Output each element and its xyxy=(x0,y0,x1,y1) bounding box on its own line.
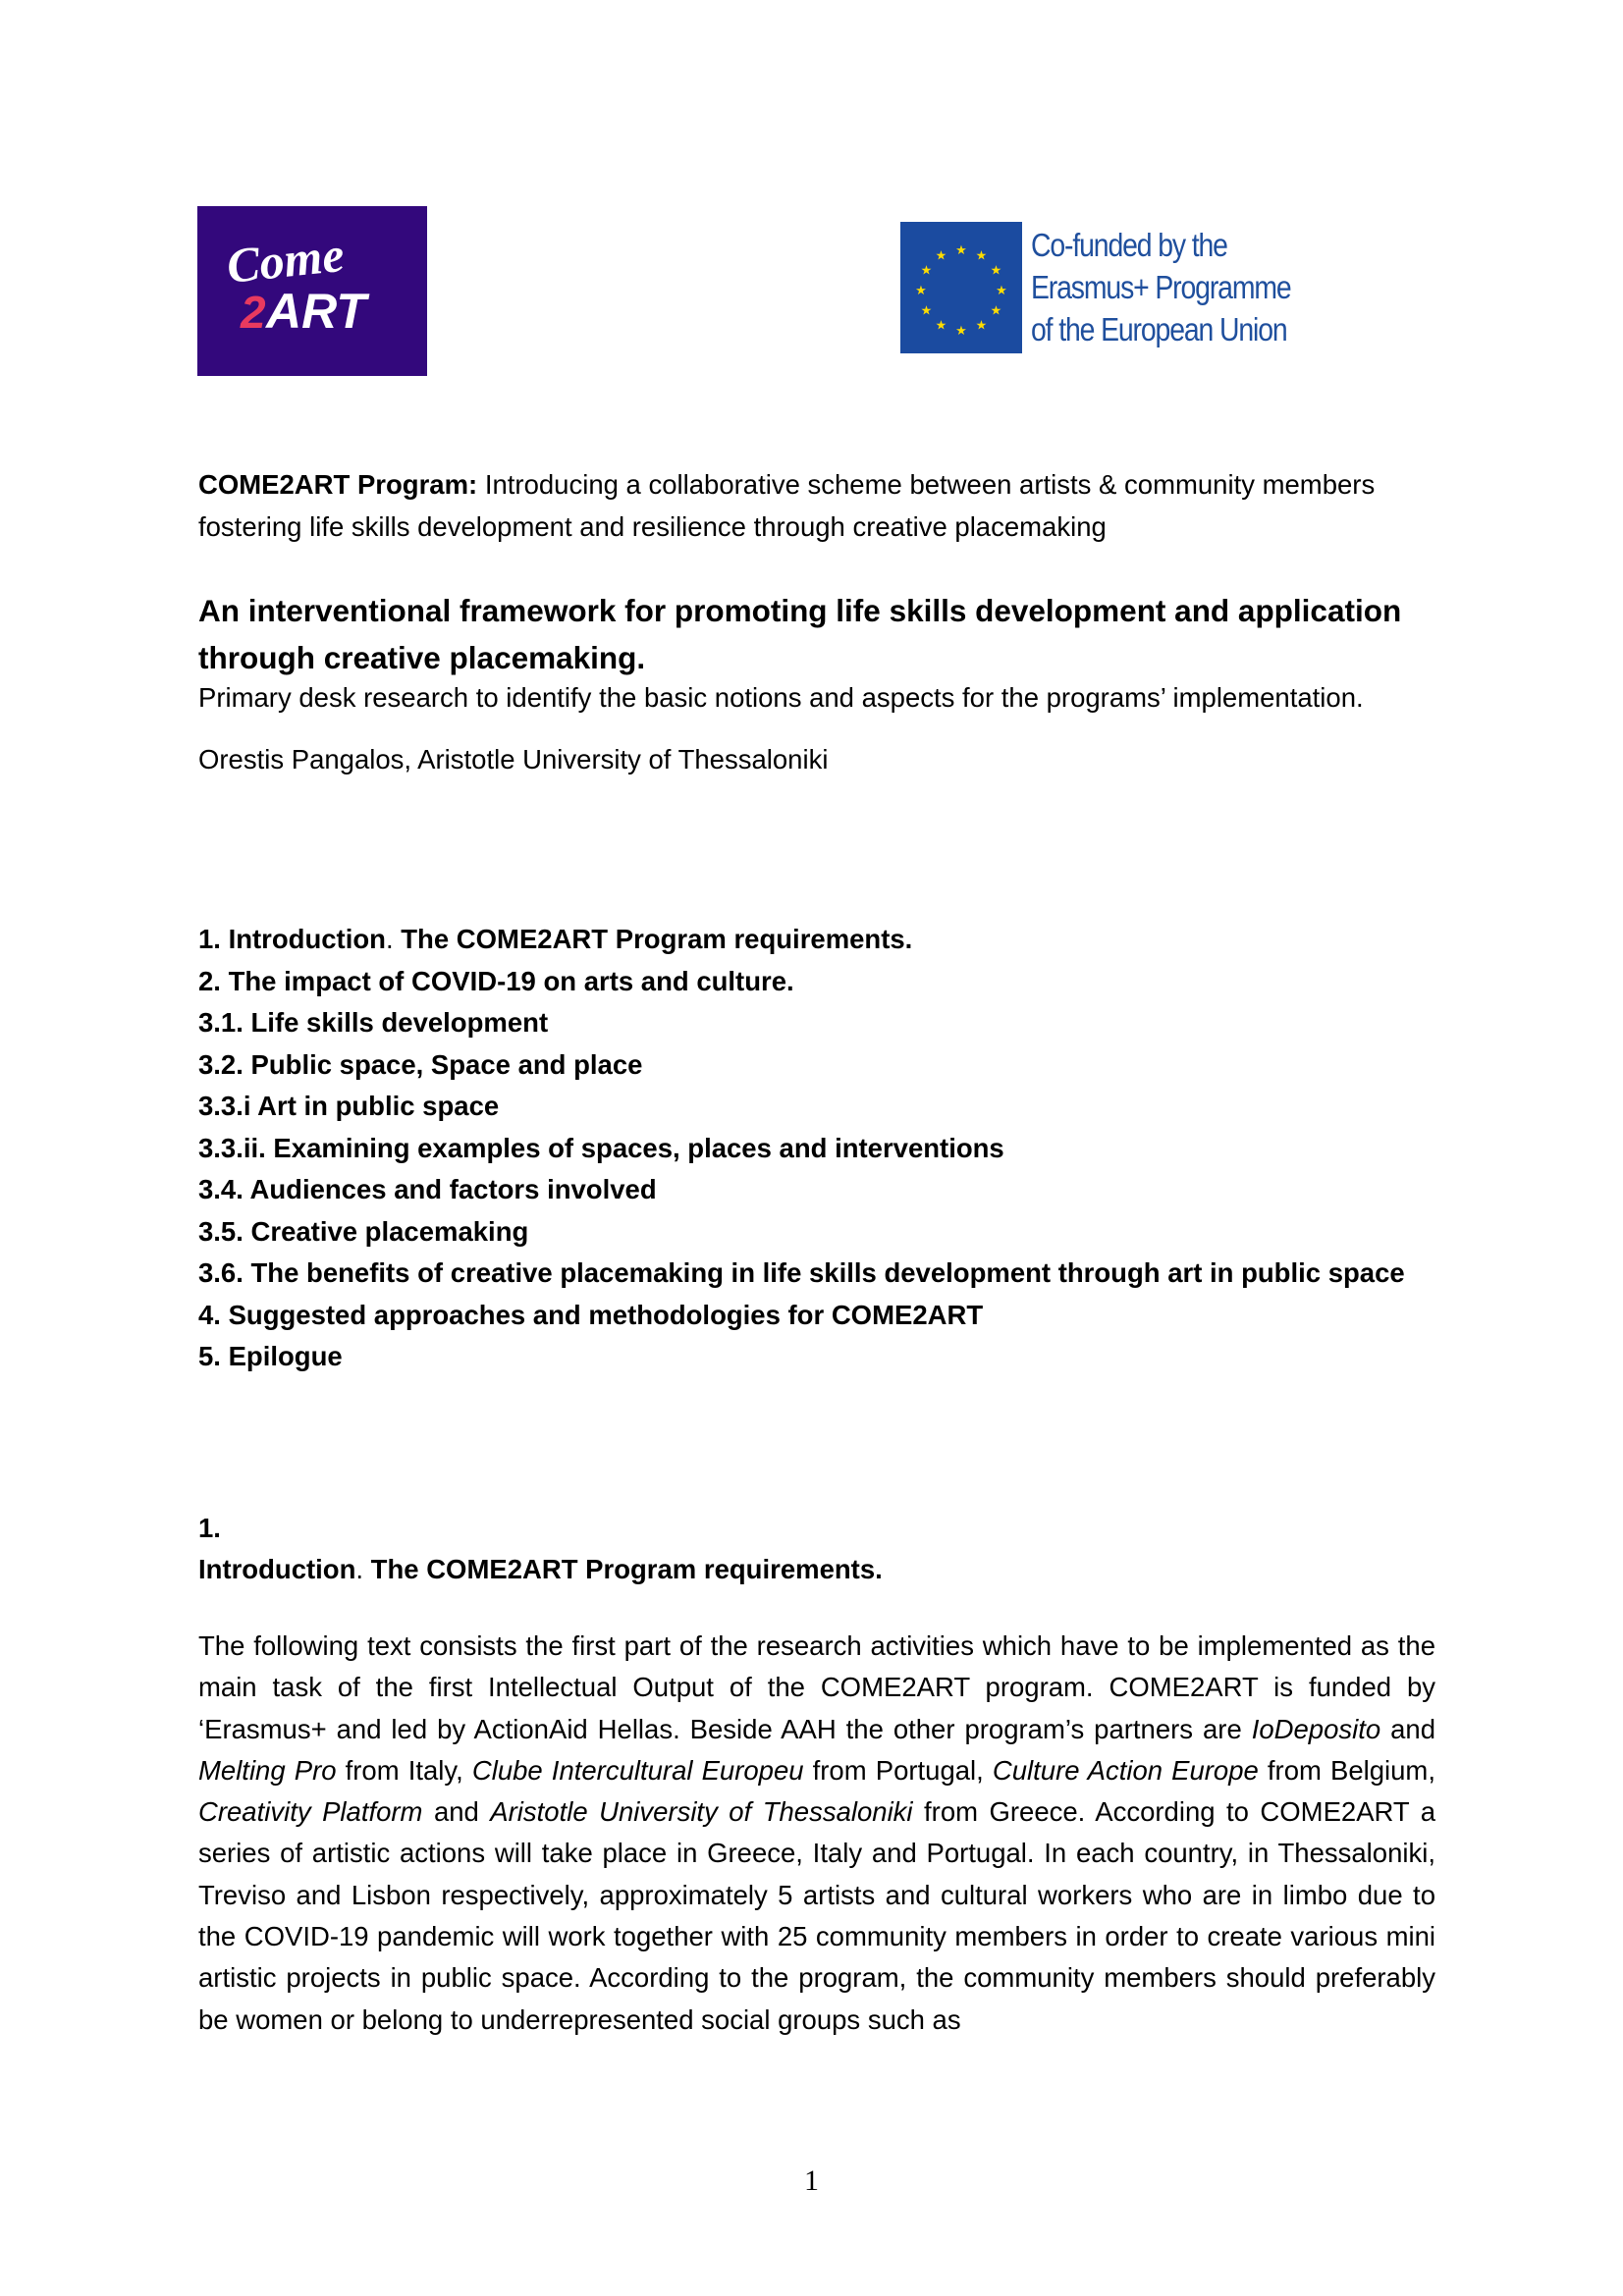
toc-item xyxy=(198,961,1435,1003)
svg-text:★: ★ xyxy=(920,303,933,319)
come2art-logo-graphic xyxy=(197,206,427,376)
program-intro-text: Introducing a collaborative scheme between artists & community members fostering life skills development and resilience through creative placemaking xyxy=(198,469,1376,542)
partner-name: Culture Action Europe xyxy=(992,1754,1259,1786)
paragraph-text: from Portugal, xyxy=(803,1754,993,1786)
come2art-logo-line1: Come xyxy=(224,226,347,294)
paragraph-text: and xyxy=(1380,1713,1435,1744)
partner-name: Creativity Platform xyxy=(198,1796,423,1828)
document-subtitle: Primary desk research to identify the basic notions and aspects for the programs’ implementation. xyxy=(198,682,1364,713)
toc-item xyxy=(198,1044,1435,1087)
toc-item-text: 1. Introduction xyxy=(198,924,386,954)
section-1-title xyxy=(198,1549,883,1591)
toc-item-text: 3.5. Creative placemaking xyxy=(198,1215,529,1247)
document-author: Orestis Pangalos, Aristotle University of Thessaloniki xyxy=(198,744,829,774)
toc-item-text: 3.2. Public space, Space and place xyxy=(198,1048,643,1080)
svg-text:★: ★ xyxy=(955,324,967,339)
toc-item xyxy=(198,1211,1435,1254)
partner-name: Melting Pro xyxy=(198,1754,337,1786)
toc-item-text-rest: The COME2ART Program requirements. xyxy=(401,924,913,954)
toc-item xyxy=(198,1128,1435,1170)
toc-item-text: 3.3.ii. Examining examples of spaces, places and interventions xyxy=(198,1132,1004,1163)
paragraph-text: and xyxy=(422,1796,491,1828)
svg-text:★: ★ xyxy=(935,318,947,334)
toc-item-text: 3.3.i Art in public space xyxy=(198,1091,500,1121)
program-intro-label: COME2ART Program: xyxy=(198,469,478,500)
paragraph-text: The following text consists the first part of the research activities which have to be implemented as the main task of the first Intellectual Output of the COME2ART program. COME2ART is funded by ‘Erasmus+ and led by ActionAid Hellas. Beside AAH the other program’s partners are xyxy=(198,1630,1435,1744)
page-number: 1 xyxy=(804,2164,819,2197)
toc-item xyxy=(198,1169,1435,1211)
toc-item-text: 3.4. Audiences and factors involved xyxy=(198,1174,657,1204)
toc-item xyxy=(198,1086,1435,1128)
partner-name: Aristotle University of Thessaloniki xyxy=(490,1796,913,1828)
toc-item-text: 3.6. The benefits of creative placemaking in life skills development through art in public space xyxy=(198,1257,1405,1288)
toc-item xyxy=(198,919,1435,961)
toc-item-text: 4. Suggested approaches and methodologies for COME2ART xyxy=(198,1299,984,1330)
toc-item xyxy=(198,1253,1435,1295)
eu-erasmus-logo xyxy=(900,222,1318,354)
toc-item-text: 2. The impact of COVID-19 on arts and culture. xyxy=(198,965,794,996)
come2art-logo-accent: 2 xyxy=(241,287,266,338)
partner-name: Clube Intercultural Europeu xyxy=(471,1754,804,1786)
svg-text:★: ★ xyxy=(920,263,933,279)
section-1-title-separator: . xyxy=(355,1554,371,1584)
section-1-title-rest: The COME2ART Program requirements. xyxy=(370,1554,883,1584)
svg-text:★: ★ xyxy=(996,284,1007,298)
paragraph-text: from Greece. According to COME2ART a series of artistic actions will take place in Greece, Italy and Portugal. In each country, in Thessaloniki, Treviso and Lisbon respectively, approximately 5 artists and cultural workers who are in limbo due to the COVID-19 pandemic will work together with 25 community members in order to create various mini artistic projects in public space. According to the program, the community members should preferably be women or belong to underrepresented social groups such as xyxy=(198,1796,1435,2035)
svg-text:★: ★ xyxy=(975,248,988,264)
come2art-logo-line2: ART xyxy=(266,284,366,339)
svg-text:★: ★ xyxy=(990,303,1002,319)
eu-funding-line-2: Erasmus+ Programme xyxy=(1031,269,1291,305)
paragraph-text: from Belgium, xyxy=(1258,1754,1435,1786)
svg-text:★: ★ xyxy=(915,284,927,298)
svg-text:★: ★ xyxy=(975,318,988,334)
svg-text:★: ★ xyxy=(990,263,1002,279)
svg-text:★: ★ xyxy=(955,243,967,258)
section-1-number: 1. xyxy=(198,1513,221,1543)
toc-item xyxy=(198,1295,1435,1337)
section-1-title-part: Introduction xyxy=(198,1554,356,1584)
svg-text:★: ★ xyxy=(935,248,947,264)
eu-funding-line-3: of the European Union xyxy=(1031,311,1287,347)
document-title: An interventional framework for promoting life skills development and application through creative placemaking. xyxy=(198,593,1402,675)
paragraph-text: from Italy, xyxy=(336,1754,472,1786)
eu-funding-text xyxy=(1031,224,1291,350)
partner-name: IoDeposito xyxy=(1251,1713,1381,1744)
eu-flag-icon xyxy=(900,222,1022,353)
toc-item-text: 3.1. Life skills development xyxy=(198,1007,549,1038)
section-1-paragraph xyxy=(198,1626,1435,2041)
toc-item xyxy=(198,1002,1435,1044)
table-of-contents xyxy=(198,919,1435,1378)
program-intro xyxy=(198,464,1435,548)
eu-funding-line-1: Co-funded by the xyxy=(1031,227,1227,263)
toc-item-text: 5. Epilogue xyxy=(198,1341,343,1371)
come2art-logo xyxy=(197,206,427,376)
toc-item-separator: . xyxy=(385,924,402,954)
toc-item xyxy=(198,1336,1435,1378)
